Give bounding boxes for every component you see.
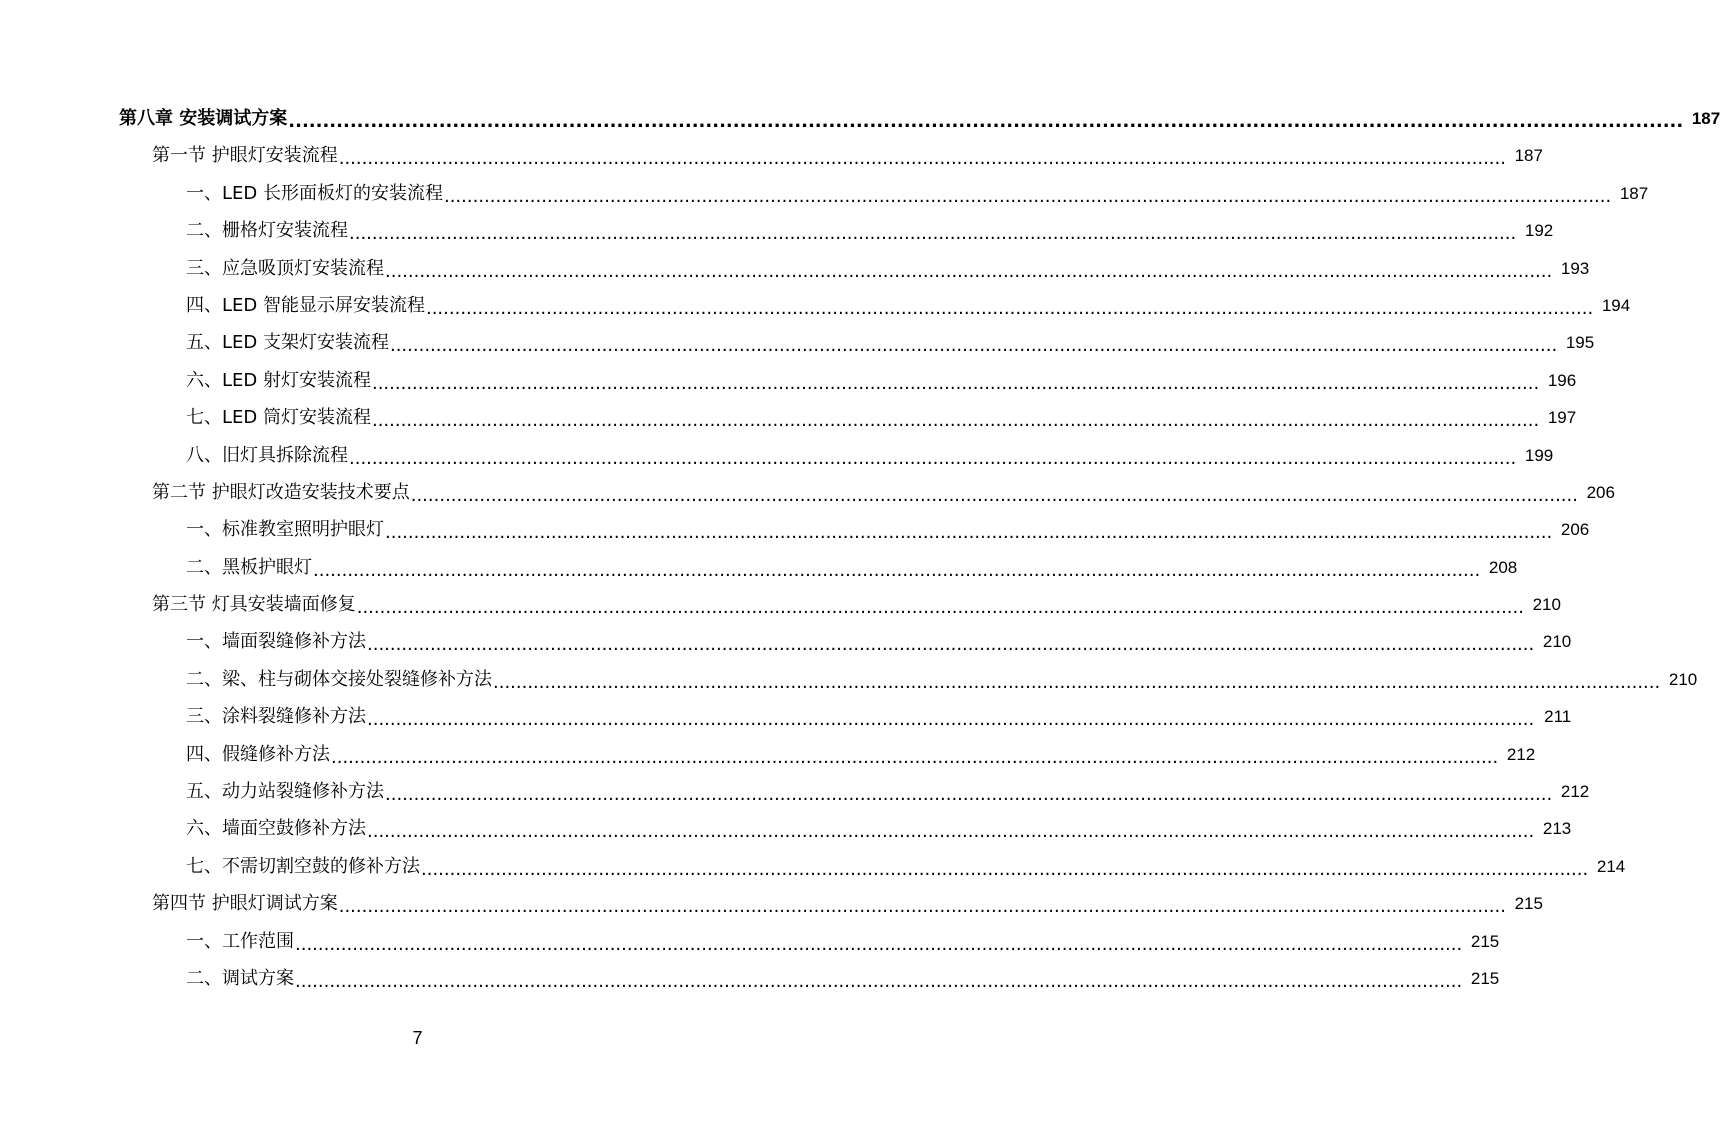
toc-entry[interactable] [0, 511, 1590, 548]
toc-leader-dots [385, 253, 1552, 290]
toc-entry[interactable] [0, 960, 1500, 997]
toc-entry-label: 二、栅格灯安装流程 [186, 220, 348, 242]
toc-entry-label: 七、不需切割空鼓的修补方法 [186, 855, 420, 877]
toc-entry-page: 212 [1506, 744, 1536, 764]
toc-entry-page: 215 [1514, 894, 1543, 914]
toc-entry-page: 194 [1601, 295, 1631, 315]
toc-leader-dots [357, 589, 1524, 626]
toc-entry-page: 196 [1547, 370, 1577, 390]
toc-entry-label: 一、工作范围 [186, 930, 294, 952]
toc-entry[interactable] [0, 848, 1626, 885]
toc-entry-label: 第三节 灯具安装墙面修复 [152, 594, 356, 616]
toc-entry-page: 197 [1547, 408, 1577, 428]
toc-leader-dots [339, 888, 1506, 925]
toc-entry[interactable] [0, 250, 1590, 287]
toc-entry-page: 215 [1470, 931, 1500, 951]
toc-entry-label: 五、动力站裂缝修补方法 [186, 781, 384, 803]
toc-entry-page: 208 [1488, 557, 1518, 577]
toc-leader-dots [331, 739, 1498, 776]
toc-entry-label: 一、LED 长形面板灯的安装流程 [186, 182, 443, 204]
toc-leader-dots [372, 365, 1539, 402]
toc-entry-page: 210 [1532, 595, 1561, 615]
toc-entry[interactable] [0, 923, 1500, 960]
toc-entry-page: 192 [1524, 221, 1554, 241]
toc-leader-dots [313, 552, 1480, 589]
toc-leader-dots [295, 963, 1462, 1000]
toc-leader-dots [411, 477, 1578, 514]
toc-entry-page: 213 [1542, 819, 1572, 839]
toc-entry[interactable] [0, 549, 1518, 586]
toc-entry-label: 第二节 护眼灯改造安装技术要点 [152, 481, 410, 503]
toc-entry[interactable] [0, 586, 1561, 623]
toc-entry[interactable] [0, 100, 1720, 137]
toc-entry[interactable] [0, 661, 1698, 698]
toc-entry-page: 214 [1596, 856, 1626, 876]
toc-entry-label: 一、标准教室照明护眼灯 [186, 519, 384, 541]
toc-entry-label: 第四节 护眼灯调试方案 [152, 893, 338, 915]
toc-leader-dots [426, 290, 1593, 327]
page-number: 7 [412, 1028, 423, 1048]
toc-entry-label: 六、墙面空鼓修补方法 [186, 818, 366, 840]
toc-entry[interactable] [0, 175, 1649, 212]
toc-entry[interactable] [0, 437, 1554, 474]
toc-entry-page: 187 [1691, 109, 1720, 128]
toc-entry[interactable] [0, 885, 1543, 922]
toc-entry-page: 210 [1542, 632, 1572, 652]
toc-entry-page: 206 [1560, 520, 1590, 540]
toc-leader-dots [385, 514, 1552, 551]
toc-entry-label: 六、LED 射灯安装流程 [186, 369, 371, 391]
toc-entry-label: 三、应急吸顶灯安装流程 [186, 257, 384, 279]
toc-leader-dots [444, 178, 1611, 215]
toc-leader-dots [390, 327, 1557, 364]
toc-leader-dots [288, 103, 1683, 140]
toc-entry-page: 187 [1514, 146, 1543, 166]
toc-entry[interactable] [0, 212, 1554, 249]
toc-leader-dots [367, 701, 1534, 738]
toc-leader-dots [493, 664, 1660, 701]
toc-entry[interactable] [0, 698, 1572, 735]
toc-entry-page: 215 [1470, 968, 1500, 988]
toc-entry[interactable] [0, 287, 1631, 324]
toc-entry-page: 199 [1524, 445, 1554, 465]
toc-entry[interactable] [0, 623, 1572, 660]
table-of-contents [0, 100, 1720, 997]
toc-entry[interactable] [0, 736, 1536, 773]
toc-entry[interactable] [0, 773, 1590, 810]
toc-entry-label: 五、LED 支架灯安装流程 [186, 332, 389, 354]
toc-entry-label: 四、LED 智能显示屏安装流程 [186, 294, 425, 316]
toc-entry-label: 二、梁、柱与砌体交接处裂缝修补方法 [186, 668, 492, 690]
toc-entry-page: 211 [1544, 707, 1572, 727]
toc-entry[interactable] [0, 137, 1543, 174]
toc-leader-dots [339, 140, 1506, 177]
toc-entry[interactable] [0, 810, 1572, 847]
toc-entry-page: 187 [1619, 183, 1649, 203]
toc-entry-page: 212 [1560, 782, 1590, 802]
toc-entry-label: 第八章 安装调试方案 [119, 108, 288, 129]
toc-entry-label: 四、假缝修补方法 [186, 743, 330, 765]
toc-leader-dots [421, 851, 1588, 888]
toc-entry-label: 第一节 护眼灯安装流程 [152, 145, 338, 167]
toc-leader-dots [367, 813, 1534, 850]
toc-entry[interactable] [0, 474, 1615, 511]
toc-entry-page: 206 [1586, 482, 1615, 502]
toc-entry-label: 二、黑板护眼灯 [186, 556, 312, 578]
toc-leader-dots [295, 926, 1462, 963]
toc-entry-label: 八、旧灯具拆除流程 [186, 444, 348, 466]
toc-entry-label: 三、涂料裂缝修补方法 [186, 706, 366, 728]
toc-entry-label: 二、调试方案 [186, 967, 294, 989]
toc-entry[interactable] [0, 399, 1577, 436]
toc-entry[interactable] [0, 324, 1595, 361]
toc-entry-label: 七、LED 筒灯安装流程 [186, 407, 371, 429]
toc-entry-page: 210 [1668, 669, 1698, 689]
toc-entry-page: 195 [1565, 333, 1595, 353]
toc-leader-dots [385, 776, 1552, 813]
toc-entry[interactable] [0, 362, 1577, 399]
toc-leader-dots [349, 215, 1516, 252]
toc-entry-label: 一、墙面裂缝修补方法 [186, 631, 366, 653]
toc-entry-page: 193 [1560, 258, 1590, 278]
toc-leader-dots [367, 626, 1534, 663]
toc-leader-dots [372, 402, 1539, 439]
toc-leader-dots [349, 440, 1516, 477]
